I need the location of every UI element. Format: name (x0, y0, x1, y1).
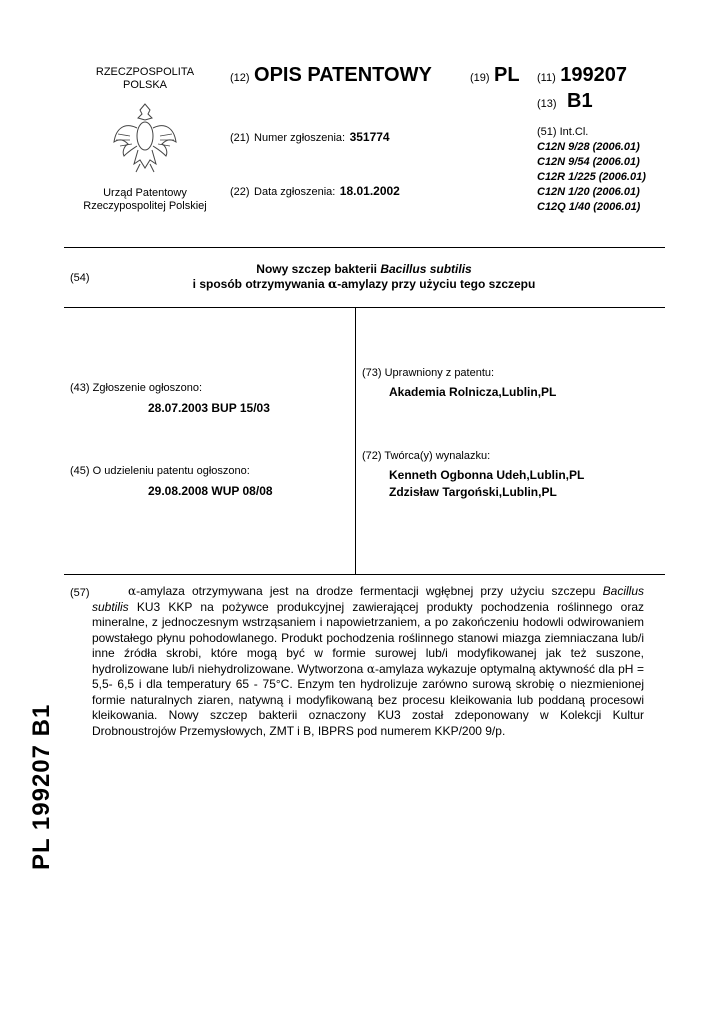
republic-line-1: RZECZPOSPOLITA (95, 66, 195, 78)
invention-title (64, 262, 664, 292)
ipc-class: C12R 1/225 (2006.01) (537, 171, 646, 183)
ipc-class: C12N 9/28 (2006.01) (537, 141, 640, 153)
ipc-label: (51) Int.Cl. (537, 126, 589, 138)
inid-code-57: (57) (70, 587, 90, 599)
inid-code-11: (11) (537, 72, 556, 84)
application-date (230, 182, 400, 200)
issuing-country-block (80, 66, 210, 213)
polish-eagle-emblem (110, 98, 180, 178)
title-text: i sposób otrzymywania (192, 277, 329, 291)
divider (64, 307, 665, 308)
ipc-class: C12Q 1/40 (2006.01) (537, 201, 641, 213)
abstract-fragment: -amylaza wykazuje optymalną aktywność dla pH = 5,5- 6,5 i dla temperatury 65 - 75°C. Enzym ten hydrolizuje zarówno surową skrobię o niezmienionej formie naturalnych ziaren, natywną i modyfikowaną bez procesu kleikowania lub poddaną procesowi kleikowania. Nowy szczep bakterii oznaczony KU3 został zdeponowany w Kolekcji Kultur Drobnoustrojów Przemysłowych, ZMT i B, IBPRS pod numerem KKP/200 9/p. (92, 661, 644, 738)
republic-name (80, 66, 210, 92)
inventors-list (389, 467, 584, 501)
title-text: -amylazy przy użyciu tego szczepu (337, 277, 536, 291)
inventor-name: Zdzisław Targoński,Lublin,PL (389, 485, 557, 499)
inid-code-21: (21) (230, 132, 250, 144)
abstract-species: Bacillus subtilis (92, 584, 644, 614)
abstract-text (92, 584, 644, 739)
patent-office-name (80, 187, 210, 213)
patent-number: 199207 (560, 64, 627, 86)
side-patent-label: PL 199207 B1 (28, 703, 55, 870)
abstract-fragment: -amylaza otrzymywana jest na drodze fermentacji wgłębnej przy użyciu szczepu (136, 584, 603, 598)
alpha-symbol: α (328, 277, 338, 291)
office-line-2: Rzeczypospolitej Polskiej (83, 200, 207, 212)
inid-code-22: (22) (230, 186, 250, 198)
alpha-symbol: α (366, 661, 375, 676)
inventors-label: (72) Twórca(y) wynalazku: (362, 450, 491, 462)
republic-line-2: POLSKA (122, 79, 168, 91)
application-date-value: 18.01.2002 (339, 184, 400, 198)
alpha-symbol: α (128, 584, 137, 598)
application-published-label: (43) Zgłoszenie ogłoszono: (70, 382, 203, 394)
inid-code-12: (12) (230, 72, 250, 84)
abstract-fragment: KU3 KKP na pożywce produkcyjnej zawierającej produkty pochodzenia roślinnego oraz mineralne, z jednoczesnym wstrząsaniem i napowietrzaniem, a po zakończeniu hodowli odwirowaniem powstałego płynu pohodowlanego. Produkt pochodzenia roślinnego stanowi miazga ziemniaczana lub/i inne źródła skrobi, które mogą być w formie surowej lub/i modyfikowanej jak też suszone, hydrolizowane lub/i niehydrolizowane. Wytworzona (92, 599, 644, 676)
divider (64, 247, 665, 248)
document-type (230, 64, 432, 87)
owner-label: (73) Uprawniony z patentu: (362, 367, 495, 379)
application-date-label: Data zgłoszenia: (254, 186, 336, 198)
application-number (230, 128, 390, 146)
kind-code: B1 (567, 90, 593, 112)
grant-published-value: 29.08.2008 WUP 08/08 (148, 484, 273, 498)
inid-code-19: (19) (470, 72, 490, 84)
inid-code-13: (13) (537, 98, 557, 110)
divider (355, 307, 356, 574)
owner-value: Akademia Rolnicza,Lublin,PL (389, 385, 557, 399)
document-type-title: OPIS PATENTOWY (254, 64, 432, 86)
title-line-2 (64, 277, 664, 292)
ipc-class: C12N 9/54 (2006.01) (537, 156, 640, 168)
title-line-1 (64, 262, 664, 277)
kind-code-block (537, 90, 593, 113)
application-published-value: 28.07.2003 BUP 15/03 (148, 401, 270, 415)
title-text: Nowy szczep bakterii (256, 262, 381, 276)
ipc-classification (537, 125, 646, 215)
ipc-class: C12N 1/20 (2006.01) (537, 186, 640, 198)
office-line-1: Urząd Patentowy (103, 187, 187, 199)
grant-published-label: (45) O udzieleniu patentu ogłoszono: (70, 465, 250, 477)
application-number-label: Numer zgłoszenia: (254, 132, 346, 144)
divider (64, 574, 665, 575)
inid-code-54: (54) (70, 272, 90, 284)
country-code-block (470, 64, 520, 87)
patent-number-block (537, 64, 627, 87)
inventor-name: Kenneth Ogbonna Udeh,Lublin,PL (389, 468, 585, 482)
title-species: Bacillus subtilis (380, 262, 472, 276)
application-number-value: 351774 (349, 130, 390, 144)
country-code: PL (494, 64, 520, 86)
